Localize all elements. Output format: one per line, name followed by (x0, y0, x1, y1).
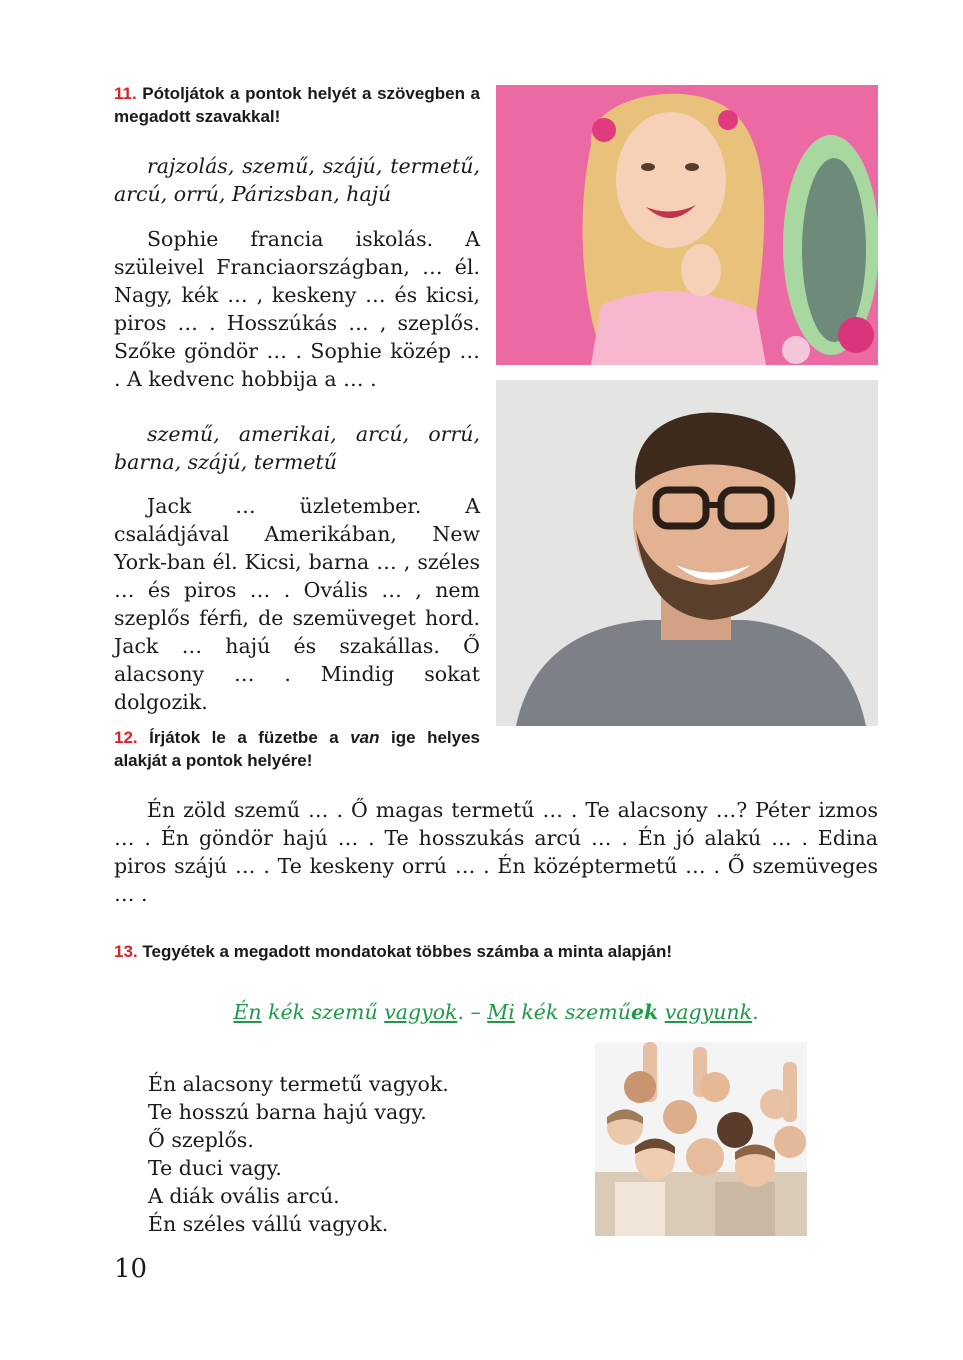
example-word-vagyunk: vagyunk (664, 1000, 753, 1024)
girl-photo (496, 85, 878, 365)
task-13-number: 13. (114, 942, 138, 961)
list-item: Ő szeplős. (148, 1128, 254, 1152)
task-12-heading-verb: van (350, 728, 380, 747)
task-11-heading-text: Pótoljátok a pontok helyét a szövegben a megadott szavakkal! (114, 84, 480, 126)
task-13-heading-text: Tegyétek a megadott mondatokat többes számba a minta alapján! (142, 942, 673, 961)
task-11-number: 11. (114, 84, 137, 103)
task-13-heading (114, 940, 878, 963)
task-13-example (114, 998, 878, 1026)
task-11-text-jack: Jack … üzletember. A családjával Amerikában, New York-ban él. Kicsi, barna … , széles … és piros … . Ovális … , nem szeplős férfi, de szemüveget hord. Jack … hajú és szakállas. Ő alacsony … . Mindig sokat dolgozik. (114, 494, 480, 714)
task-12-text: Én zöld szemű … . Ő magas termetű … . Te alacsony …? Péter izmos … . Én göndör hajú … . Te hosszukás arcú … . Én jó alakú … . Edina piros szájú … . Te keskeny orrú … . Én középtermetű … . Ő szemüveges … . (114, 798, 878, 906)
list-item: Én széles vállú vagyok. (148, 1212, 389, 1236)
task-11-text-sophie: Sophie francia iskolás. A szüleivel Franciaországban, … él. Nagy, kék … , keskeny … és kicsi, piros … . Hosszúkás … , szeplős. Szőke göndör … . Sophie közép … . A kedvenc hobbija a … . (114, 227, 480, 391)
example-word-en: Én (233, 1000, 262, 1024)
task-12-heading (114, 726, 480, 772)
man-photo (496, 380, 878, 726)
task-13-sentence-list (148, 1070, 449, 1238)
list-item: Én alacsony termetű vagyok. (148, 1072, 449, 1096)
list-item: Te duci vagy. (148, 1156, 282, 1180)
group-photo (595, 1042, 807, 1236)
task-11-heading (114, 82, 480, 128)
list-item: Te hosszú barna hajú vagy. (148, 1100, 427, 1124)
example-part-2: kék szemű (261, 1000, 385, 1024)
example-part-6: kék szemű (514, 1000, 631, 1024)
page-number: 10 (114, 1254, 148, 1284)
example-word-vagyok: vagyok (384, 1000, 458, 1024)
example-part-4: . – (457, 1000, 488, 1024)
list-item: A diák ovális arcú. (148, 1184, 340, 1208)
task-12-heading-end: ige helyes alakját a pontok helyére! (114, 728, 480, 770)
task-11-word-list-2: szemű, amerikai, arcú, orrú, barna, szájú, termetű (114, 422, 480, 474)
task-12-number: 12. (114, 728, 138, 747)
task-11-word-list-1: rajzolás, szemű, szájú, termetű, arcú, orrú, Párizsban, hajú (114, 154, 480, 206)
example-part-10: . (752, 1000, 759, 1024)
example-word-mi: Mi (487, 1000, 515, 1024)
example-suffix-ek: ek (630, 1000, 659, 1024)
task-12-heading-start: Írjátok le a füzetbe a (149, 728, 351, 747)
